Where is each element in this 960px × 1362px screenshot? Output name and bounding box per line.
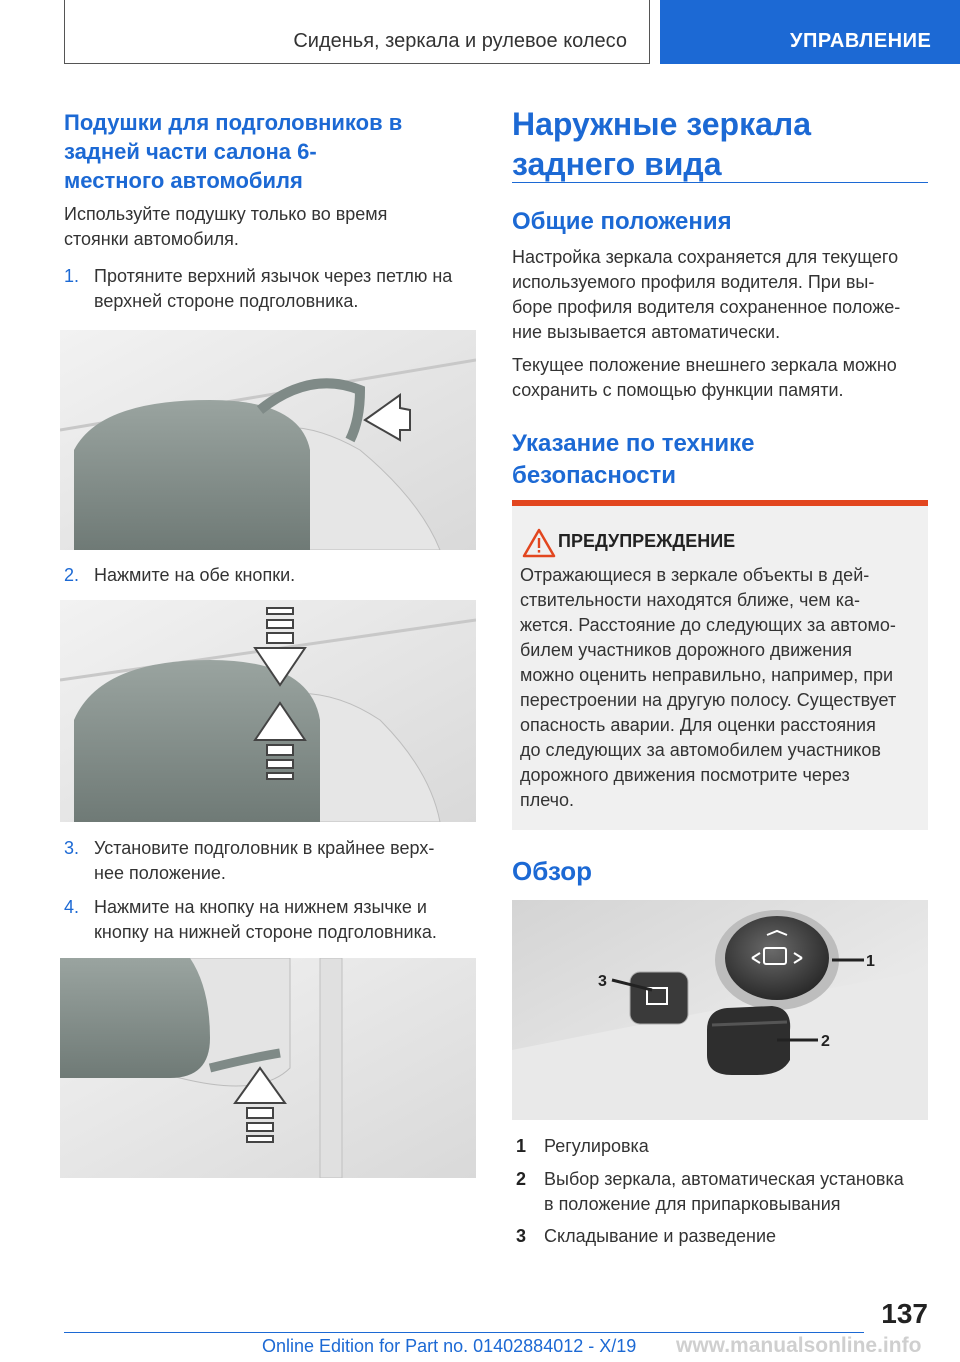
left-section-title: Подушки для подголовников в задней части салона 6- местного автомобиля — [64, 110, 403, 193]
step-2: 2. Нажмите на обе кнопки. — [64, 563, 484, 588]
chapter-tab-label: УПРАВЛЕНИЕ — [790, 30, 932, 52]
safety-title: Указание по технике безопасности — [512, 430, 755, 489]
left-intro-text: Используйте подушку только во время стоянки автомобиля. — [64, 204, 388, 249]
step-1: 1. Протяните верхний язычок через петлю на верхней стороне подголовника. — [64, 266, 453, 311]
step-number: 2. — [64, 565, 80, 585]
title-underline — [512, 182, 928, 183]
footer-rule — [64, 1332, 864, 1333]
warning-triangle-icon — [522, 528, 556, 558]
general-title: Общие положения — [512, 208, 732, 235]
step-number: 4. — [64, 897, 80, 917]
step-3: 3. Установите подголовник в крайнее верх- нее положение. — [64, 838, 435, 883]
callout-1: 1 — [866, 953, 875, 970]
headrest-pull-tab-figure — [60, 330, 476, 550]
step-number: 3. — [64, 838, 80, 858]
callout-2: 2 — [821, 1033, 830, 1050]
headrest-press-buttons-figure — [60, 600, 476, 822]
header-section-title: Сиденья, зеркала и рулевое колесо — [293, 30, 627, 52]
header-chapter-tab[interactable] — [660, 0, 960, 64]
headrest-lower-button-figure — [60, 958, 476, 1178]
watermark-text: www.manualsonline.info — [676, 1334, 922, 1357]
mirrors-section-title: Наружные зеркала заднего вида — [512, 106, 812, 182]
footer-edition-text: Online Edition for Part no. 01402884012 - X/19 — [262, 1336, 637, 1356]
warning-text: Отражающиеся в зеркале объекты в дей- ствительности находятся ближе, чем ка- жется. Расстояние до следующих за автомо- билем участников дорожного движения можно оценить неправильно, например, при перестроении на другую полосу. Существует опасность аварии. Для оценки расстояния до следующих за автомобилем участников дорожного движения посмотрите через плечо. — [520, 565, 897, 810]
warning-box — [512, 500, 928, 830]
general-paragraph-2: Текущее положение внешнего зеркала можно сохранить с помощью функции памяти. — [512, 355, 897, 400]
step-number: 1. — [64, 266, 80, 286]
page-number: 137 — [881, 1298, 928, 1329]
header-section-box — [64, 0, 650, 64]
warning-title: ПРЕДУПРЕЖДЕНИЕ — [558, 531, 736, 551]
callout-3: 3 — [598, 973, 607, 990]
mirror-controls-figure — [512, 900, 928, 1120]
step-4: 4. Нажмите на кнопку на нижнем язычке и кнопку на нижней стороне подголовника. — [64, 897, 437, 942]
overview-title: Обзор — [512, 856, 592, 886]
general-paragraph-1: Настройка зеркала сохраняется для текущего используемого профиля водителя. При вы- боре профиля водителя сохраненное положе- ние вызывается автоматически. — [512, 247, 901, 342]
